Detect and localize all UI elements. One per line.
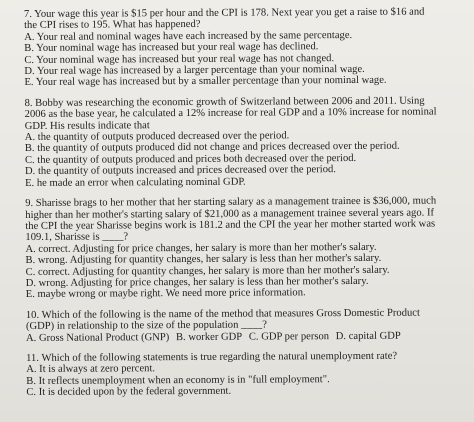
question-9-stem-line: 109.1, Sharisse is ____? xyxy=(25,231,129,244)
question-7 xyxy=(24,6,464,89)
question-8-option-d: D. the quantity of outputs increased and prices decreased over the period. xyxy=(24,164,336,178)
question-11 xyxy=(26,350,466,398)
question-7-option-a: A. Your real and nominal wages have each increased by the same percentage. xyxy=(24,29,353,43)
question-7-option-b: B. Your nominal wage has increased but your real wage has declined. xyxy=(24,41,319,55)
question-8-stem-line: GDP. His results indicate that xyxy=(24,119,150,132)
question-9 xyxy=(25,195,466,300)
question-11-option-c: C. It is decided upon by the federal government. xyxy=(26,385,232,399)
question-8-stem-line: 8. Bobby was researching the economic growth of Switzerland between 2006 and 2011. Using xyxy=(24,95,425,109)
question-10-stem-line: (GDP) in relationship to the size of the population ____? xyxy=(25,319,267,333)
question-10-stem-line: 10. Which of the following is the name of the method that measures Gross Domestic Product xyxy=(25,307,420,321)
question-9-stem-line: the CPI the year Sharisse begins work is 181.2 and the CPI the year her mother started work was xyxy=(25,218,436,232)
question-7-stem-line: the CPI rises to 195. What has happened? xyxy=(24,19,201,32)
question-9-option-d: D. wrong. Adjusting for price changes, her salary is less than her mother's salary. xyxy=(25,275,369,289)
question-10-option-d: D. capital GDP xyxy=(335,330,401,342)
question-8-option-c: C. the quantity of outputs produced and prices both decreased over the period. xyxy=(24,152,357,166)
question-10-option-a: A. Gross National Product (GNP) xyxy=(25,331,170,344)
question-9-option-c: C. correct. Adjusting for quantity changes, her salary is more than her mother's salary. xyxy=(25,264,390,278)
question-7-option-d: D. Your real wage has increased by a larger percentage than your nominal wage. xyxy=(24,63,365,78)
question-10-option-b: B. worker GDP xyxy=(175,331,243,343)
question-8-option-b: B. the quantity of outputs produced did not change and prices decreased over the period. xyxy=(24,141,400,155)
question-9-option-a: A. correct. Adjusting for price changes, her salary is more than her mother's salary. xyxy=(25,241,377,255)
question-10 xyxy=(26,307,466,344)
question-8-option-a: A. the quantity of outputs produced decreased over the period. xyxy=(24,130,290,144)
question-10-option-c: C. GDP per person xyxy=(248,330,330,343)
question-9-option-b: B. wrong. Adjusting for quantity changes, her salary is less than her mother's salary. xyxy=(25,252,382,267)
question-11-option-a: A. It is always at zero percent. xyxy=(26,363,156,376)
question-7-stem-line: 7. Your wage this year is $15 per hour and the CPI is 178. Next year you get a raise to $16 and xyxy=(24,6,425,20)
question-8 xyxy=(25,95,466,189)
question-11-option-b: B. It reflects unemployment when an economy is in "full employment". xyxy=(26,373,330,387)
question-8-stem-line: 2006 as the base year, he calculated a 12% increase for real GDP and a 10% increase for nominal xyxy=(24,106,437,121)
question-9-stem-line: 9. Sharisse brags to her mother that her starting salary as a management trainee is $36,000, much xyxy=(25,195,437,210)
question-10-options xyxy=(26,330,466,344)
question-list xyxy=(24,6,466,407)
question-7-option-c: C. Your nominal wage has increased but your real wage has not changed. xyxy=(24,52,335,66)
question-7-option-e: E. Your real wage has increased but by a smaller percentage than your nominal wage. xyxy=(24,75,387,89)
question-9-option-e: E. maybe wrong or maybe right. We need more price information. xyxy=(25,287,306,301)
question-8-option-e: E. he made an error when calculating nominal GDP. xyxy=(25,176,246,189)
question-11-stem-line: 11. Which of the following statements is true regarding the natural unemployment rate? xyxy=(26,350,398,364)
question-9-stem-line: higher than her mother's starting salary of $21,000 as a management trainee several years ago. If xyxy=(25,206,435,221)
